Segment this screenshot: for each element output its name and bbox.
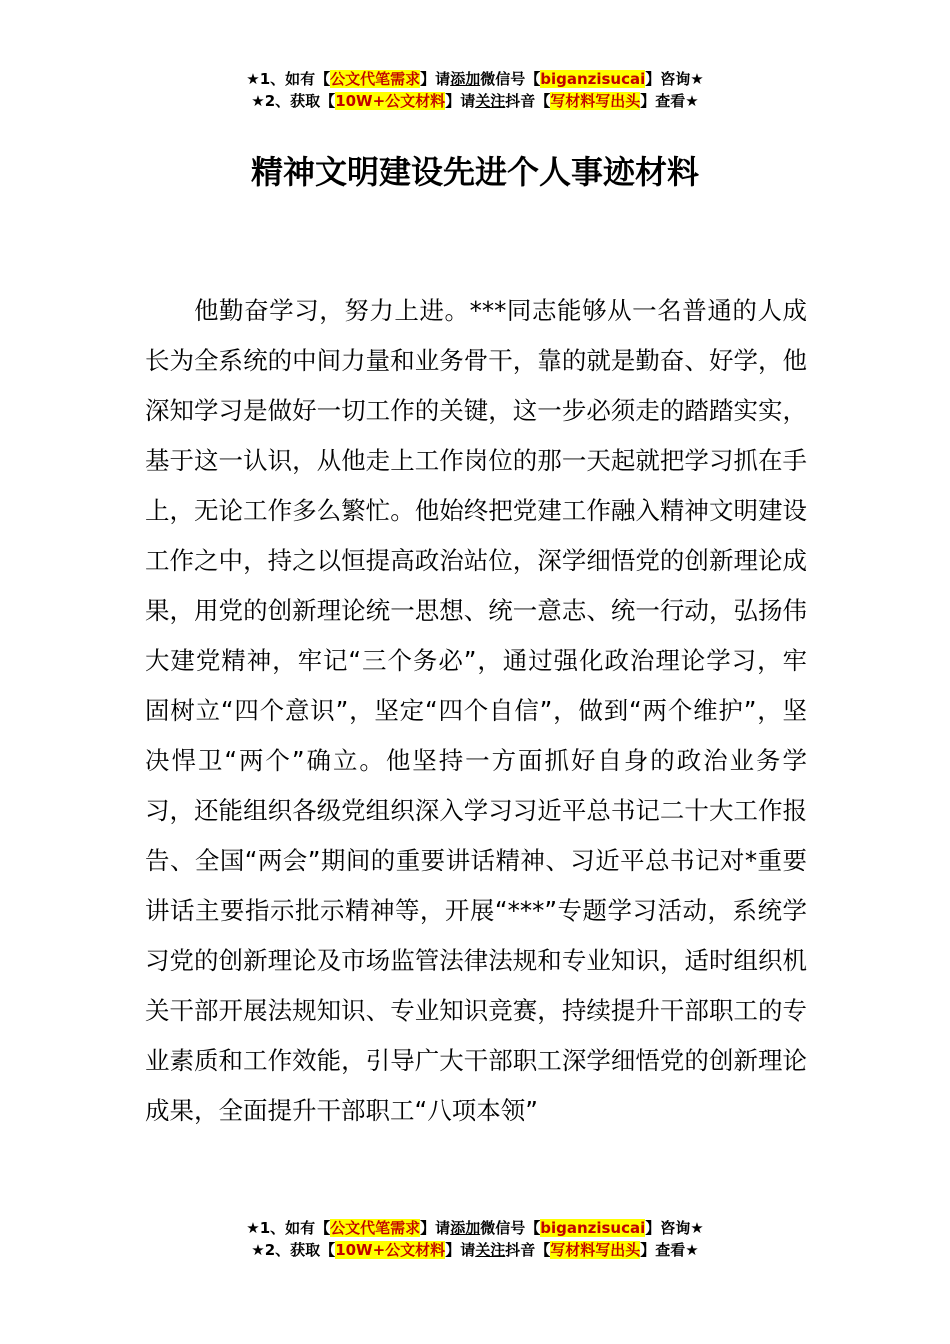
banner-text: 】请: [445, 1241, 476, 1259]
footer-banner: [0, 1217, 950, 1261]
banner-highlight: 公文代笔需求: [330, 70, 421, 88]
banner-highlight: biganzisucai: [540, 70, 646, 88]
banner-underline: 添加: [450, 70, 481, 88]
banner-highlight: 公文代笔需求: [330, 1219, 421, 1237]
banner-underline: 关注: [475, 1241, 506, 1259]
banner-line-1: [0, 68, 950, 90]
banner-underline: 关注: [475, 92, 506, 110]
banner-text: ★2、获取【: [251, 1241, 336, 1259]
banner-text: 】查看★: [640, 1241, 699, 1259]
banner-text: 】查看★: [640, 92, 699, 110]
banner-highlight: 10W+公文材料: [335, 1241, 446, 1259]
header-banner: [0, 68, 950, 112]
banner-highlight: 写材料写出头: [550, 92, 641, 110]
banner-text: 】请: [445, 92, 476, 110]
banner-text: ★1、如有【: [246, 1219, 331, 1237]
banner-text: 抖音【: [505, 1241, 551, 1259]
banner-line-2: [0, 1239, 950, 1261]
banner-underline: 添加: [450, 1219, 481, 1237]
banner-text: 微信号【: [480, 1219, 541, 1237]
banner-text: 】请: [420, 1219, 451, 1237]
banner-text: 】请: [420, 70, 451, 88]
banner-line-1: [0, 1217, 950, 1239]
banner-highlight: biganzisucai: [540, 1219, 646, 1237]
body-paragraph: 他勤奋学习，努力上进。***同志能够从一名普通的人成长为全系统的中间力量和业务骨干，靠的就是勤奋、好学，他深知学习是做好一切工作的关键，这一步必须走的踏踏实实，基于这一认识，从他走上工作岗位的那一天起就把学习抓在手上，无论工作多么繁忙。他始终把党建工作融入精神文明建设工作之中，持之以恒提高政治站位，深学细悟党的创新理论成果，用党的创新理论统一思想、统一意志、统一行动，弘扬伟大建党精神，牢记“三个务必”，通过强化政治理论学习，牢固树立“四个意识”，坚定“四个自信”，做到“两个维护”，坚决悍卫“两个”确立。他坚持一方面抓好自身的政治业务学习，还能组织各级党组织深入学习习近平总书记二十大工作报告、全国“两会”期间的重要讲话精神、习近平总书记对*重要讲话主要指示批示精神等，开展“***”专题学习活动，系统学习党的创新理论及市场监管法律法规和专业知识，适时组织机关干部开展法规知识、专业知识竞赛，持续提升干部职工的专业素质和工作效能，引导广大干部职工深学细悟党的创新理论成果，全面提升干部职工“八项本领”: [145, 296, 807, 1125]
document-title: 精神文明建设先进个人事迹材料: [250, 153, 699, 191]
banner-text: ★2、获取【: [251, 92, 336, 110]
banner-text: 】咨询★: [645, 1219, 704, 1237]
banner-line-2: [0, 90, 950, 112]
banner-highlight: 10W+公文材料: [335, 92, 446, 110]
banner-highlight: 写材料写出头: [550, 1241, 641, 1259]
banner-text: 抖音【: [505, 92, 551, 110]
banner-text: 】咨询★: [645, 70, 704, 88]
banner-text: ★1、如有【: [246, 70, 331, 88]
banner-text: 微信号【: [480, 70, 541, 88]
